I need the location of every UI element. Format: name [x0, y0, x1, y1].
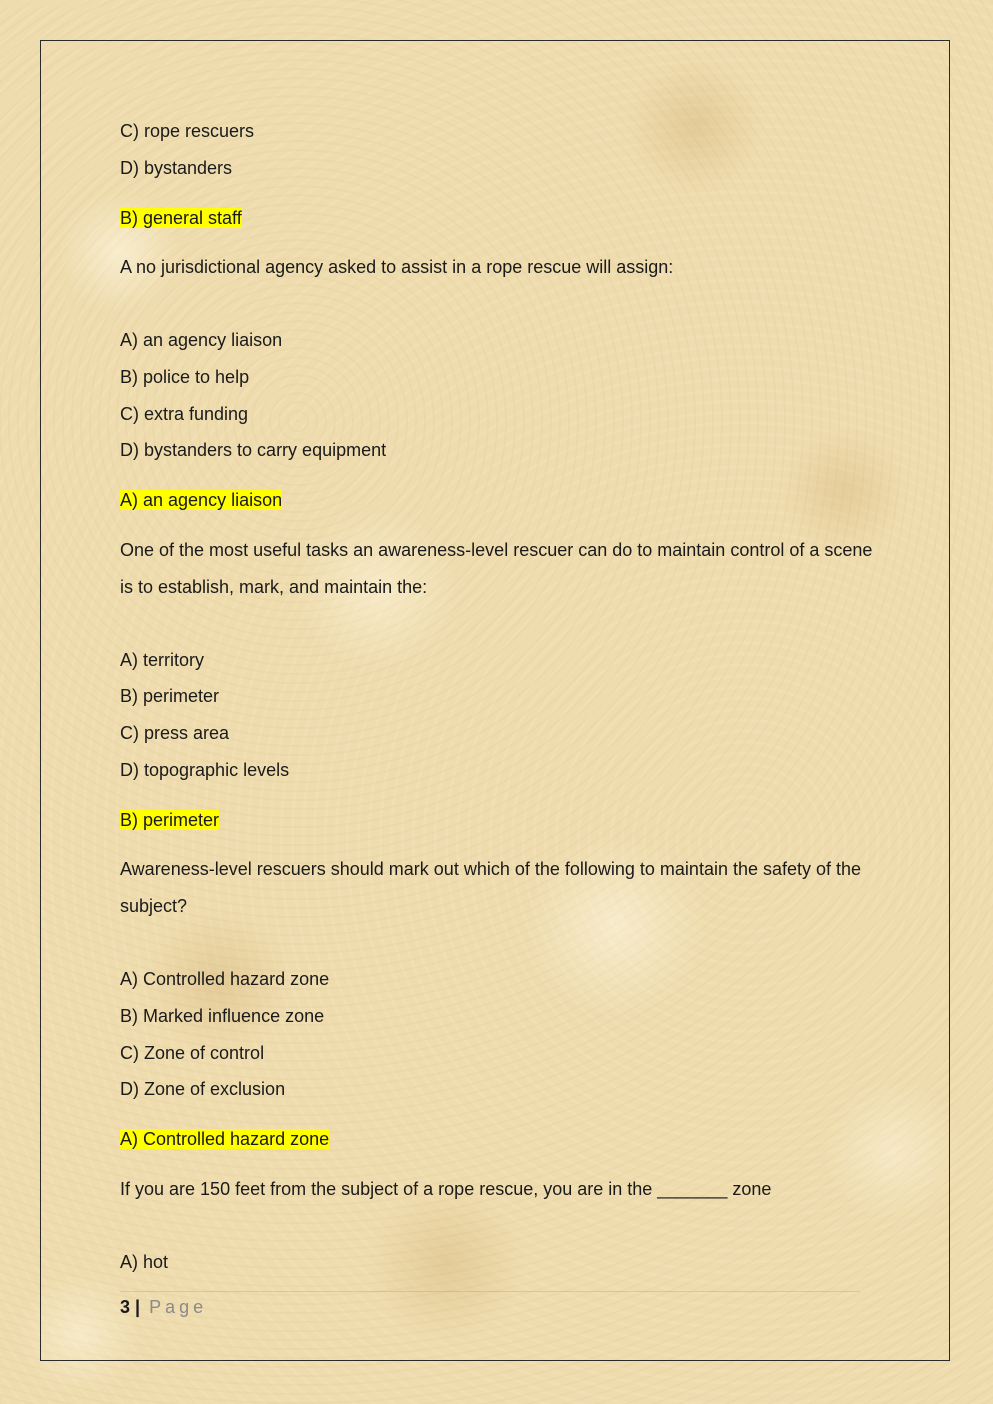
page-label: Page [149, 1297, 208, 1317]
answer-text: A) Controlled hazard zone [120, 1129, 330, 1150]
answer-option: D) bystanders [120, 157, 233, 178]
answer-option: B) Marked influence zone [120, 1006, 325, 1026]
question-text: Awareness-level rescuers should mark out which of the following to maintain the safety of the subject? [120, 859, 862, 917]
footer-divider [120, 1291, 860, 1292]
page-footer [120, 1295, 207, 1319]
answer-option: B) police to help [120, 366, 250, 387]
footer-separator: | [135, 1297, 141, 1317]
question-text: If you are 150 feet from the subject of a rope rescue, you are in the _______ zone [120, 1178, 772, 1199]
answer-option: D) Zone of exclusion [120, 1079, 286, 1100]
answer-option: B) perimeter [120, 686, 220, 707]
answer-option: C) Zone of control [120, 1042, 265, 1063]
page-number: 3 [120, 1297, 131, 1317]
question-text: One of the most useful tasks an awareness-level rescuer can do to maintain control of a scene is to establish, mark, and maintain the: [120, 539, 873, 597]
answer-text: B) perimeter [120, 809, 220, 830]
answer-highlight [120, 808, 880, 832]
question-text: A no jurisdictional agency asked to assist in a rope rescue will assign: [120, 257, 674, 278]
document-body [120, 119, 880, 1287]
answer-highlight [120, 1127, 880, 1151]
answer-option: A) territory [120, 649, 205, 670]
answer-option: D) bystanders to carry equipment [120, 440, 387, 461]
answer-option: A) Controlled hazard zone [120, 969, 330, 990]
answer-option: D) topographic levels [120, 759, 290, 780]
answer-option: C) extra funding [120, 403, 249, 424]
answer-text: B) general staff [120, 207, 242, 228]
answer-option: A) an agency liaison [120, 330, 283, 351]
answer-text: A) an agency liaison [120, 490, 283, 511]
answer-highlight [120, 488, 880, 512]
answer-highlight [120, 206, 880, 230]
answer-option: C) press area [120, 723, 230, 744]
answer-option: C) rope rescuers [120, 121, 255, 141]
answer-option: A) hot [120, 1251, 169, 1272]
